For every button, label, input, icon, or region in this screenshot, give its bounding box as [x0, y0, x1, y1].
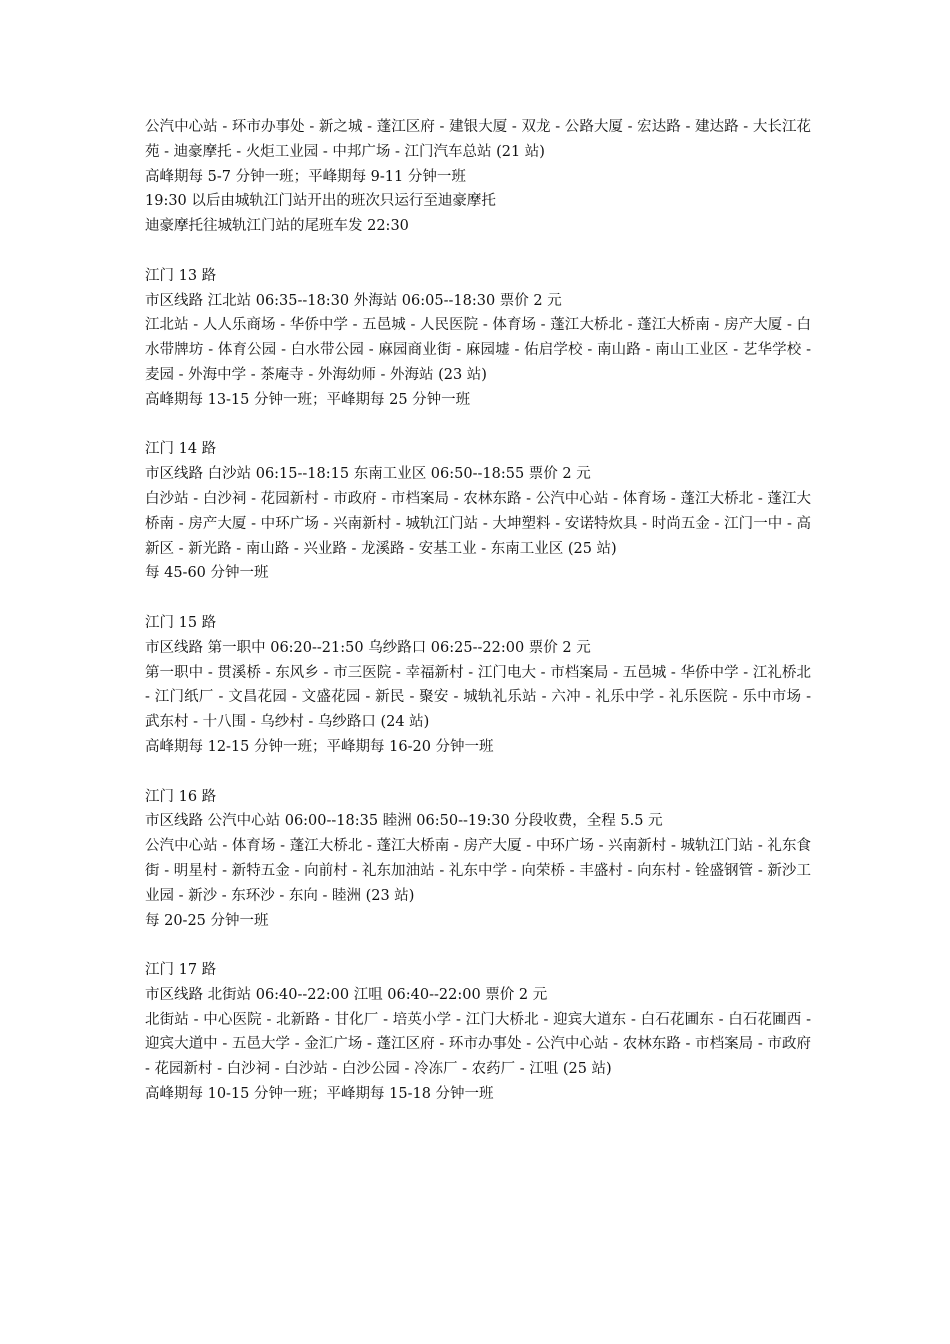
- intro-frequency: 高峰期每 5-7 分钟一班；平峰期每 9-11 分钟一班: [145, 168, 466, 185]
- route-section: [145, 437, 811, 586]
- route-title: 江门 17 路: [145, 962, 217, 979]
- route-title: 江门 15 路: [145, 614, 217, 631]
- route-frequency: 高峰期每 10-15 分钟一班；平峰期每 15-18 分钟一班: [145, 1086, 494, 1103]
- route-stop-list: 江北站 - 人人乐商场 - 华侨中学 - 五邑城 - 人民医院 - 体育场 - 蓬江大桥北 - 蓬江大桥南 - 房产大厦 - 白水带牌坊 - 体育公园 - 白水带公园 - 麻园商业街 - 麻园墟 - 佑启学校 - 南山路 - 南山工业区 - 艺华学校 - 麦园 - 外海中学 - 茶庵寺 - 外海幼师 - 外海站 (23 站): [145, 317, 816, 383]
- route-frequency: 每 45-60 分钟一班: [145, 565, 269, 582]
- route-info: 市区线路 白沙站 06:15--18:15 东南工业区 06:50--18:55 票价 2 元: [145, 466, 591, 483]
- section-gap: [145, 413, 811, 438]
- intro-stop-list: 公汽中心站 - 环市办事处 - 新之城 - 蓬江区府 - 建银大厦 - 双龙 - 公路大厦 - 宏达路 - 建达路 - 大长江花苑 - 迪豪摩托 - 火炬工业园 - 中邦广场 - 江门汽车总站 (21 站): [145, 119, 811, 160]
- section-gap: [145, 933, 811, 958]
- route-frequency: 高峰期每 13-15 分钟一班；平峰期每 25 分钟一班: [145, 391, 471, 408]
- intro-note: 19:30 以后由城轨江门站开出的班次只运行至迪豪摩托: [145, 193, 496, 210]
- route-title: 江门 16 路: [145, 788, 217, 805]
- route-stop-list: 白沙站 - 白沙祠 - 花园新村 - 市政府 - 市档案局 - 农林东路 - 公汽中心站 - 体育场 - 蓬江大桥北 - 蓬江大桥南 - 房产大厦 - 中环广场 - 兴南新村 - 城轨江门站 - 大坤塑料 - 安诺特炊具 - 时尚五金 - 江门一中 - 高新区 - 新光路 - 南山路 - 兴业路 - 龙溪路 - 安基工业 - 东南工业区 (25 站): [145, 490, 811, 557]
- section-gap: [145, 586, 811, 611]
- route-title: 江门 14 路: [145, 441, 217, 458]
- route-info: 市区线路 第一职中 06:20--21:50 乌纱路口 06:25--22:00 票价 2 元: [145, 639, 591, 656]
- route-section: [145, 264, 816, 413]
- bus-route-document: [145, 115, 816, 1107]
- route-frequency: 高峰期每 12-15 分钟一班；平峰期每 16-20 分钟一班: [145, 738, 494, 755]
- route-info: 市区线路 北街站 06:40--22:00 江咀 06:40--22:00 票价 2 元: [145, 986, 548, 1003]
- route-title: 江门 13 路: [145, 267, 217, 284]
- section-gap: [145, 760, 811, 785]
- route-frequency: 每 20-25 分钟一班: [145, 912, 269, 929]
- route-info: 市区线路 江北站 06:35--18:30 外海站 06:05--18:30 票价 2 元: [145, 292, 562, 309]
- route-info: 市区线路 公汽中心站 06:00--18:35 睦洲 06:50--19:30 分段收费，全程 5.5 元: [145, 813, 663, 830]
- route-section: [145, 958, 816, 1107]
- route-section: [145, 785, 811, 934]
- route-stop-list: 公汽中心站 - 体育场 - 蓬江大桥北 - 蓬江大桥南 - 房产大厦 - 中环广场 - 兴南新村 - 城轨江门站 - 礼东食街 - 明星村 - 新特五金 - 向前村 - 礼东加油站 - 礼东中学 - 向荣桥 - 丰盛村 - 向东村 - 铨盛钢管 - 新沙工业园 - 新沙 - 东环沙 - 东向 - 睦洲 (23 站): [145, 838, 811, 904]
- intro-note: 迪豪摩托往城轨江门站的尾班车发 22:30: [145, 218, 409, 235]
- route-stop-list: 第一职中 - 贯溪桥 - 东风乡 - 市三医院 - 幸福新村 - 江门电大 - 市档案局 - 五邑城 - 华侨中学 - 江礼桥北 - 江门纸厂 - 文昌花园 - 文盛花园 - 新民 - 聚安 - 城轨礼乐站 - 六冲 - 礼乐中学 - 礼乐医院 - 乐中市场 - 武东村 - 十八围 - 乌纱村 - 乌纱路口 (24 站): [145, 664, 816, 731]
- route-stop-list: 北街站 - 中心医院 - 北新路 - 甘化厂 - 培英小学 - 江门大桥北 - 迎宾大道东 - 白石花圃东 - 白石花圃西 - 迎宾大道中 - 五邑大学 - 金汇广场 - 蓬江区府 - 环市办事处 - 公汽中心站 - 农林东路 - 市档案局 - 市政府 - 花园新村 - 白沙祠 - 白沙站 - 白沙公园 - 冷冻厂 - 农药厂 - 江咀 (25 站): [145, 1011, 816, 1078]
- route-section: [145, 611, 816, 760]
- section-gap: [145, 239, 811, 264]
